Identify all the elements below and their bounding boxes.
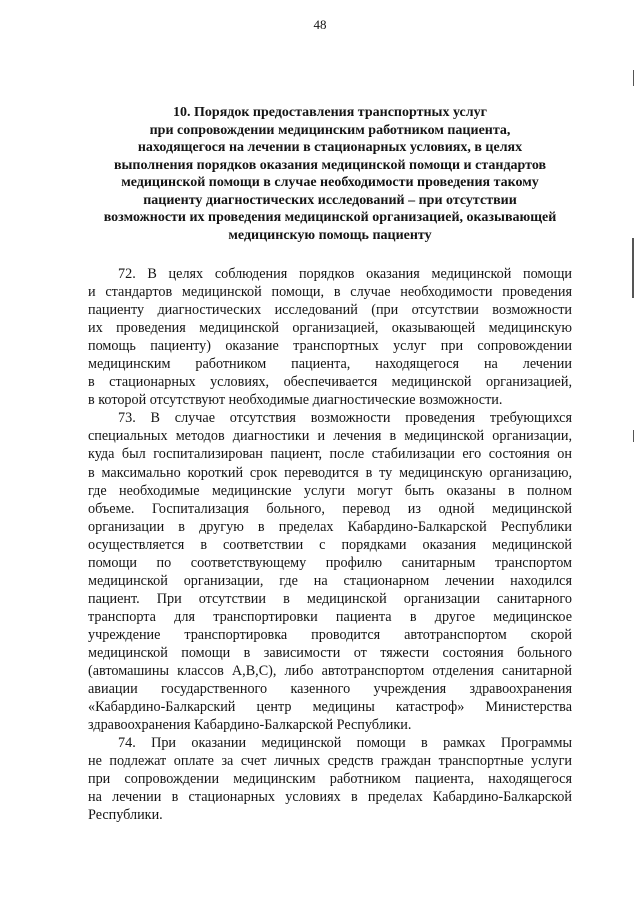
text-line: медицинской помощи в зависимости от тяжести состояния больного [88, 644, 572, 661]
heading-line: возможности их проведения медицинской организацией, оказывающей [103, 210, 557, 225]
page-number: 48 [313, 17, 327, 32]
text-line: 74. При оказании медицинской помощи в рамках Программы [118, 735, 572, 752]
scan-margin-mark [633, 430, 634, 442]
text-line: «Кабардино-Балкарский центр медицины катастроф» Министерства [88, 699, 572, 716]
text-line: не подлежат оплате за счет личных средств граждан транспортные услуги [88, 753, 572, 770]
section-heading [90, 104, 570, 244]
paragraph-74 [88, 734, 572, 824]
text-line: (автомашины классов А,В,С), либо автотранспортом отделения санитарной [88, 663, 572, 680]
text-line: куда был госпитализирован пациент, после стабилизации его состояния он [88, 446, 572, 463]
paragraph-72 [88, 265, 572, 409]
text-line: 72. В целях соблюдения порядков оказания медицинской помощи [118, 266, 572, 282]
text-line: помощи по соответствующему профилю санитарным транспортом [88, 554, 572, 571]
text-line: их проведения медицинской организацией, оказывающей медицинскую [88, 320, 572, 337]
text-line: в которой отсутствуют необходимые диагностические возможности. [88, 392, 503, 409]
text-line: в максимально короткий срок переводится в ту медицинскую организацию, [88, 464, 572, 481]
text-line: здравоохранения Кабардино-Балкарской Республики. [88, 717, 412, 734]
scan-margin-mark [632, 238, 634, 298]
text-line: учреждение транспортировка проводится автотранспортом скорой [88, 626, 572, 643]
heading-line: медицинскую помощь пациенту [228, 227, 432, 243]
text-line: где необходимые медицинские услуги могут быть оказаны в полном [88, 482, 572, 499]
text-line: специальных методов диагностики и лечения в медицинской организации, [88, 428, 572, 445]
text-line: медицинским работником пациента, находящегося на лечении [88, 356, 572, 373]
text-line: осуществляется в соответствии с порядками оказания медицинской [88, 536, 572, 553]
scan-margin-mark [633, 70, 634, 86]
text-line: объеме. Госпитализация больного, перевод из одной медицинской [88, 500, 572, 517]
heading-line: находящегося на лечении в стационарных условиях, в целях [137, 140, 523, 155]
text-line: пациент. При отсутствии в медицинской организации санитарного [88, 590, 572, 607]
heading-line: пациенту диагностических исследований – при отсутствии [143, 192, 517, 208]
text-line: помощь пациенту) оказание транспортных услуг при сопровождении [88, 338, 572, 355]
heading-line: 10. Порядок предоставления транспортных услуг [173, 105, 487, 120]
text-line: авиации государственного казенного учреждения здравоохранения [88, 681, 572, 698]
heading-line: медицинской помощи в случае необходимости проведения такому [121, 175, 539, 190]
text-line: медицинской организации, где на стационарном лечении находился [88, 572, 572, 589]
text-line: 73. В случае отсутствия возможности проведения требующихся [118, 410, 572, 427]
heading-line: при сопровождении медицинским работником пациента, [149, 122, 511, 138]
text-line: на лечении в стационарных условиях в пределах Кабардино-Балкарской [88, 789, 572, 806]
text-line: при сопровождении медицинским работником пациента, находящегося [88, 771, 572, 788]
body-text [88, 265, 572, 824]
text-line: организации в другую в пределах Кабардино-Балкарской Республики [88, 518, 572, 535]
heading-line: выполнения порядков оказания медицинской помощи и стандартов [113, 157, 547, 173]
text-line: в стационарных условиях, обеспечивается медицинской организацией, [88, 374, 572, 391]
text-line: Республики. [88, 807, 163, 824]
text-line: транспорта для транспортировки пациента в другое медицинское [88, 608, 572, 625]
text-line: и стандартов медицинской помощи, в случае необходимости проведения [88, 284, 572, 301]
text-line: пациенту диагностических исследований (при отсутствии возможности [88, 302, 572, 319]
paragraph-73 [88, 409, 572, 734]
